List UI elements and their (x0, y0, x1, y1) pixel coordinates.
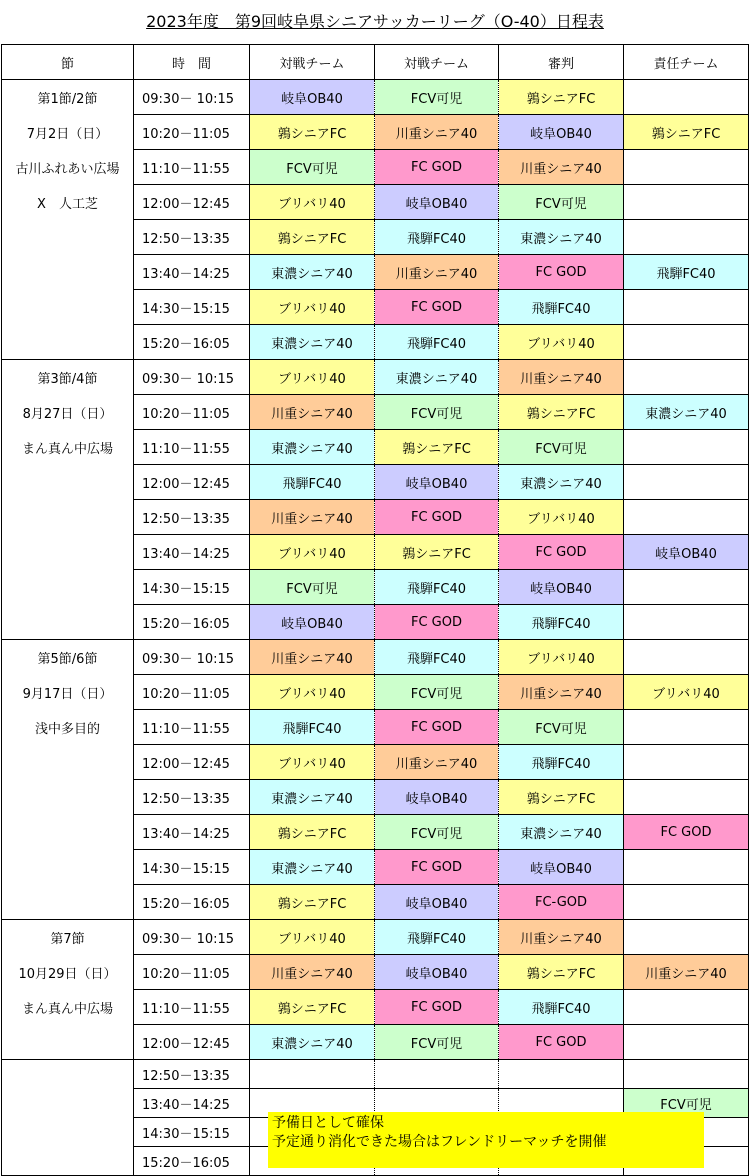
referee-cell: 飛騨FC40 (499, 745, 624, 780)
responsible-cell (624, 150, 749, 185)
reserve-row (2, 1060, 749, 1089)
match-row (2, 290, 749, 325)
round-info (2, 850, 134, 885)
match-time: 11:10－11:55 (134, 990, 250, 1025)
match-row (2, 465, 749, 500)
team1-cell: ブリバリ40 (250, 675, 375, 710)
team1-cell: FCV可児 (250, 150, 375, 185)
match-time: 15:20－16:05 (134, 605, 250, 640)
responsible-cell: ブリバリ40 (624, 675, 749, 710)
round-info: まん真ん中広場 (2, 990, 134, 1025)
match-row (2, 710, 749, 745)
team2-cell: 川重シニア40 (375, 115, 499, 150)
team1-cell: 鶉シニアFC (250, 815, 375, 850)
round-info (2, 500, 134, 535)
referee-cell: 飛騨FC40 (499, 290, 624, 325)
responsible-cell (624, 290, 749, 325)
schedule-table (1, 44, 749, 1176)
reserve-note-line1: 予備日として確保 (272, 1115, 384, 1131)
round-info (2, 1060, 134, 1089)
referee-cell: FC GOD (499, 1025, 624, 1060)
responsible-cell (624, 640, 749, 675)
team1-cell (250, 1060, 375, 1089)
referee-cell: ブリバリ40 (499, 640, 624, 675)
team1-cell: 鶉シニアFC (250, 885, 375, 920)
team1-cell: 飛騨FC40 (250, 465, 375, 500)
team1-cell: 東濃シニア40 (250, 430, 375, 465)
match-row (2, 430, 749, 465)
referee-cell (499, 1060, 624, 1089)
match-row (2, 395, 749, 430)
referee-cell: 飛騨FC40 (499, 605, 624, 640)
match-row (2, 150, 749, 185)
round-info (2, 290, 134, 325)
round-info (2, 1089, 134, 1118)
team1-cell: FCV可児 (250, 570, 375, 605)
match-time: 12:00－12:45 (134, 1025, 250, 1060)
match-time: 12:50－13:35 (134, 220, 250, 255)
match-row (2, 605, 749, 640)
round-info: 10月29日（日） (2, 955, 134, 990)
match-time: 12:00－12:45 (134, 185, 250, 220)
responsible-cell (624, 80, 749, 115)
responsible-cell (624, 570, 749, 605)
team2-cell: 鶉シニアFC (375, 430, 499, 465)
match-time: 10:20－11:05 (134, 395, 250, 430)
responsible-cell (624, 605, 749, 640)
match-time: 12:50－13:35 (134, 1060, 250, 1089)
match-time: 11:10－11:55 (134, 150, 250, 185)
referee-cell: 岐阜OB40 (499, 115, 624, 150)
team2-cell: 岐阜OB40 (375, 955, 499, 990)
round-info: 第1節/2節 (2, 80, 134, 115)
team2-cell: 東濃シニア40 (375, 360, 499, 395)
team2-cell: 岐阜OB40 (375, 185, 499, 220)
team2-cell: 川重シニア40 (375, 255, 499, 290)
referee-cell: 川重シニア40 (499, 360, 624, 395)
round-info: 第7節 (2, 920, 134, 955)
team2-cell: 川重シニア40 (375, 745, 499, 780)
match-time: 10:20－11:05 (134, 955, 250, 990)
match-row (2, 675, 749, 710)
schedule-body (2, 45, 749, 1176)
team1-cell: ブリバリ40 (250, 185, 375, 220)
match-time: 15:20－16:05 (134, 1147, 250, 1176)
round-info (2, 1118, 134, 1147)
match-time: 11:10－11:55 (134, 430, 250, 465)
match-row (2, 570, 749, 605)
header-row (2, 45, 749, 80)
match-time: 09:30－ 10:15 (134, 80, 250, 115)
referee-cell: 東濃シニア40 (499, 815, 624, 850)
header-time: 時 間 (134, 45, 250, 80)
team2-cell: 飛騨FC40 (375, 640, 499, 675)
team1-cell: 東濃シニア40 (250, 1025, 375, 1060)
referee-cell: 鶉シニアFC (499, 395, 624, 430)
header-team2: 対戦チーム (375, 45, 499, 80)
responsible-cell: 鶉シニアFC (624, 115, 749, 150)
responsible-cell: 岐阜OB40 (624, 535, 749, 570)
responsible-cell (624, 360, 749, 395)
referee-cell: FCV可児 (499, 185, 624, 220)
match-row (2, 185, 749, 220)
round-info: まん真ん中広場 (2, 430, 134, 465)
referee-cell: 岐阜OB40 (499, 850, 624, 885)
match-row (2, 500, 749, 535)
referee-cell: 鶉シニアFC (499, 955, 624, 990)
match-time: 09:30－ 10:15 (134, 920, 250, 955)
team1-cell: 飛騨FC40 (250, 710, 375, 745)
responsible-cell (624, 780, 749, 815)
match-time: 15:20－16:05 (134, 885, 250, 920)
team2-cell: 岐阜OB40 (375, 465, 499, 500)
round-info: 第5節/6節 (2, 640, 134, 675)
match-time: 10:20－11:05 (134, 115, 250, 150)
referee-cell: FC GOD (499, 255, 624, 290)
match-row (2, 325, 749, 360)
team1-cell: ブリバリ40 (250, 920, 375, 955)
referee-cell: 東濃シニア40 (499, 220, 624, 255)
round-info (2, 570, 134, 605)
match-row (2, 850, 749, 885)
team1-cell: 川重シニア40 (250, 500, 375, 535)
referee-cell: 鶉シニアFC (499, 80, 624, 115)
team1-cell: 鶉シニアFC (250, 220, 375, 255)
round-info (2, 780, 134, 815)
match-row (2, 220, 749, 255)
responsible-cell (624, 710, 749, 745)
responsible-cell (624, 745, 749, 780)
match-time: 12:00－12:45 (134, 745, 250, 780)
match-time: 15:20－16:05 (134, 325, 250, 360)
header-referee: 審判 (499, 45, 624, 80)
team2-cell: FC GOD (375, 990, 499, 1025)
match-time: 13:40－14:25 (134, 1089, 250, 1118)
responsible-cell: 川重シニア40 (624, 955, 749, 990)
team2-cell: FCV可児 (375, 675, 499, 710)
match-row (2, 535, 749, 570)
responsible-cell: 飛騨FC40 (624, 255, 749, 290)
match-row (2, 815, 749, 850)
round-info (2, 1147, 134, 1176)
responsible-cell (624, 185, 749, 220)
team2-cell: 飛騨FC40 (375, 570, 499, 605)
match-time: 14:30－15:15 (134, 290, 250, 325)
round-info: 第3節/4節 (2, 360, 134, 395)
responsible-cell (624, 220, 749, 255)
match-row (2, 255, 749, 290)
round-info: X 人工芝 (2, 185, 134, 220)
referee-cell: 鶉シニアFC (499, 780, 624, 815)
team2-cell: FC GOD (375, 605, 499, 640)
referee-cell: FCV可児 (499, 710, 624, 745)
match-time: 10:20－11:05 (134, 675, 250, 710)
match-row (2, 955, 749, 990)
match-time: 12:50－13:35 (134, 780, 250, 815)
referee-cell: ブリバリ40 (499, 325, 624, 360)
round-info (2, 535, 134, 570)
match-time: 11:10－11:55 (134, 710, 250, 745)
team2-cell: FC GOD (375, 500, 499, 535)
responsible-cell (624, 1060, 749, 1089)
team1-cell: 東濃シニア40 (250, 850, 375, 885)
team1-cell: 東濃シニア40 (250, 780, 375, 815)
team2-cell: FC GOD (375, 710, 499, 745)
referee-cell: 東濃シニア40 (499, 465, 624, 500)
round-info: 7月2日（日） (2, 115, 134, 150)
round-info (2, 1025, 134, 1060)
referee-cell: ブリバリ40 (499, 500, 624, 535)
team1-cell: 川重シニア40 (250, 640, 375, 675)
referee-cell: 岐阜OB40 (499, 570, 624, 605)
team1-cell: 鶉シニアFC (250, 990, 375, 1025)
referee-cell: 川重シニア40 (499, 150, 624, 185)
referee-cell: 飛騨FC40 (499, 990, 624, 1025)
match-row (2, 360, 749, 395)
round-info: 8月27日（日） (2, 395, 134, 430)
match-time: 13:40－14:25 (134, 255, 250, 290)
team2-cell: FC GOD (375, 150, 499, 185)
team1-cell: 岐阜OB40 (250, 80, 375, 115)
team2-cell: 鶉シニアFC (375, 535, 499, 570)
match-row (2, 115, 749, 150)
responsible-cell: 東濃シニア40 (624, 395, 749, 430)
reserve-note (268, 1112, 704, 1168)
match-time: 12:50－13:35 (134, 500, 250, 535)
team2-cell: FCV可児 (375, 1025, 499, 1060)
responsible-cell: FCV可児 (624, 1089, 749, 1118)
round-info: 古川ふれあい広場 (2, 150, 134, 185)
team1-cell: ブリバリ40 (250, 535, 375, 570)
responsible-cell (624, 500, 749, 535)
round-info (2, 465, 134, 500)
round-info (2, 745, 134, 780)
responsible-cell: FC GOD (624, 815, 749, 850)
match-time: 14:30－15:15 (134, 850, 250, 885)
team1-cell: ブリバリ40 (250, 745, 375, 780)
reserve-note-line2: 予定通り消化できた場合はフレンドリーマッチを開催 (272, 1134, 607, 1150)
match-row (2, 885, 749, 920)
match-time: 14:30－15:15 (134, 570, 250, 605)
team1-cell: 川重シニア40 (250, 395, 375, 430)
team2-cell: 飛騨FC40 (375, 325, 499, 360)
team2-cell: FCV可児 (375, 395, 499, 430)
team2-cell: FCV可児 (375, 80, 499, 115)
match-time: 09:30－ 10:15 (134, 640, 250, 675)
match-time: 13:40－14:25 (134, 535, 250, 570)
match-row (2, 990, 749, 1025)
match-time: 09:30－ 10:15 (134, 360, 250, 395)
team2-cell: FCV可児 (375, 815, 499, 850)
header-team1: 対戦チーム (250, 45, 375, 80)
team2-cell (375, 1060, 499, 1089)
match-row (2, 780, 749, 815)
responsible-cell (624, 990, 749, 1025)
page-title: 2023年度 第9回岐阜県シニアサッカーリーグ（O-40）日程表 (146, 12, 604, 31)
round-info (2, 885, 134, 920)
round-info (2, 220, 134, 255)
responsible-cell (624, 1025, 749, 1060)
responsible-cell (624, 465, 749, 500)
referee-cell: FC-GOD (499, 885, 624, 920)
team2-cell: FC GOD (375, 290, 499, 325)
match-time: 12:00－12:45 (134, 465, 250, 500)
round-info (2, 605, 134, 640)
match-row (2, 745, 749, 780)
team2-cell: 飛騨FC40 (375, 920, 499, 955)
responsible-cell (624, 885, 749, 920)
team2-cell: FC GOD (375, 850, 499, 885)
team1-cell: 東濃シニア40 (250, 255, 375, 290)
team2-cell: 岐阜OB40 (375, 885, 499, 920)
team1-cell: 川重シニア40 (250, 955, 375, 990)
match-time: 13:40－14:25 (134, 815, 250, 850)
match-row (2, 920, 749, 955)
referee-cell: FCV可児 (499, 430, 624, 465)
team1-cell: 岐阜OB40 (250, 605, 375, 640)
referee-cell: FC GOD (499, 535, 624, 570)
match-row (2, 1025, 749, 1060)
team1-cell: ブリバリ40 (250, 360, 375, 395)
round-info: 9月17日（日） (2, 675, 134, 710)
round-info (2, 325, 134, 360)
responsible-cell (624, 920, 749, 955)
header-round: 節 (2, 45, 134, 80)
referee-cell: 川重シニア40 (499, 920, 624, 955)
match-row (2, 640, 749, 675)
responsible-cell (624, 325, 749, 360)
team2-cell: 飛騨FC40 (375, 220, 499, 255)
round-info (2, 255, 134, 290)
team2-cell: 岐阜OB40 (375, 780, 499, 815)
responsible-cell (624, 430, 749, 465)
team1-cell: ブリバリ40 (250, 290, 375, 325)
team1-cell: 東濃シニア40 (250, 325, 375, 360)
header-responsible: 責任チーム (624, 45, 749, 80)
round-info (2, 815, 134, 850)
team1-cell: 鶉シニアFC (250, 115, 375, 150)
referee-cell: 川重シニア40 (499, 675, 624, 710)
round-info: 浅中多目的 (2, 710, 134, 745)
responsible-cell (624, 850, 749, 885)
match-time: 14:30－15:15 (134, 1118, 250, 1147)
match-row (2, 80, 749, 115)
